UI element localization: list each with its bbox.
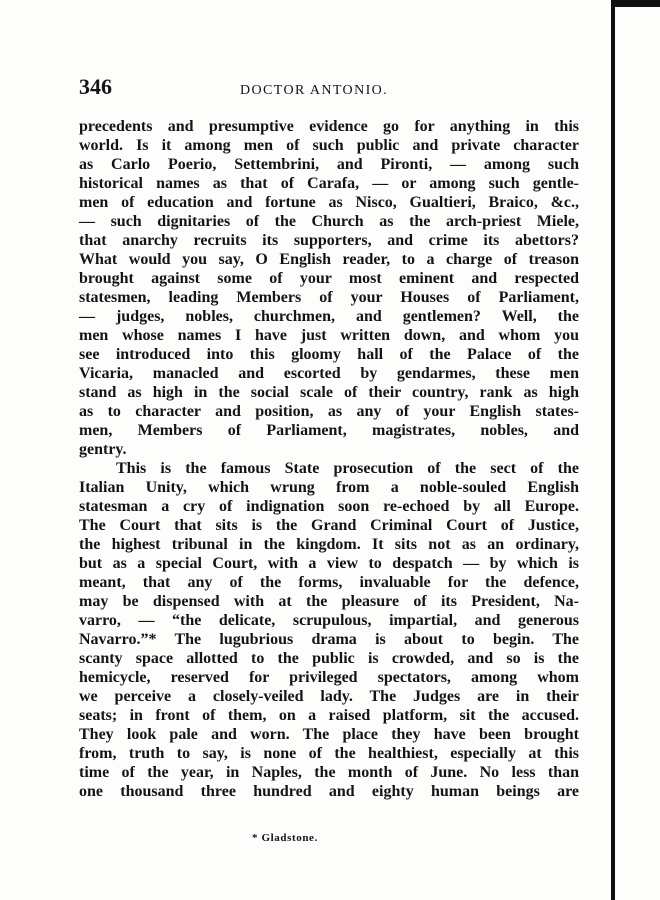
text-line: but as a special Court, with a view to despatch — by which is: [79, 555, 579, 572]
text-line: as to character and position, as any of your English states-: [79, 403, 579, 420]
text-line: we perceive a closely-veiled lady. The Judges are in their: [79, 688, 579, 705]
text-line: precedents and presumptive evidence go for anything in this: [79, 118, 579, 135]
text-line: They look pale and worn. The place they have been brought: [79, 726, 579, 743]
text-line: statesman a cry of indignation soon re-echoed by all Europe.: [79, 498, 579, 515]
text-line: one thousand three hundred and eighty human beings are: [79, 783, 579, 800]
page-edge-right: [611, 0, 615, 900]
text-line: statesmen, leading Members of your Houses of Parliament,: [79, 289, 579, 306]
text-line: — judges, nobles, churchmen, and gentlemen? Well, the: [79, 308, 579, 325]
footnote: * Gladstone.: [252, 832, 318, 844]
text-line: see introduced into this gloomy hall of the Palace of the: [79, 346, 579, 363]
text-line: This is the famous State prosecution of the sect of the: [116, 460, 579, 477]
text-line: Vicaria, manacled and escorted by gendarmes, these men: [79, 365, 579, 382]
text-line: world. Is it among men of such public and private character: [79, 137, 579, 154]
text-line: varro, — “the delicate, scrupulous, impartial, and generous: [79, 612, 579, 629]
text-line: Navarro.”* The lugubrious drama is about to begin. The: [79, 631, 579, 648]
text-line: the highest tribunal in the kingdom. It sits not as an ordinary,: [79, 536, 579, 553]
text-line: time of the year, in Naples, the month of June. No less than: [79, 764, 579, 781]
body-text: [79, 117, 579, 801]
text-line: seats; in front of them, on a raised platform, sit the accused.: [79, 707, 579, 724]
text-line: scanty space allotted to the public is crowded, and so is the: [79, 650, 579, 667]
text-line: as Carlo Poerio, Settembrini, and Pironti, — among such: [79, 156, 579, 173]
text-line: The Court that sits is the Grand Criminal Court of Justice,: [79, 517, 579, 534]
text-line: — such dignitaries of the Church as the arch-priest Miele,: [79, 213, 579, 230]
text-line: gentry.: [79, 441, 127, 458]
running-title: DOCTOR ANTONIO.: [240, 83, 389, 98]
text-line: men whose names I have just written down, and whom you: [79, 327, 579, 344]
text-line: Italian Unity, which wrung from a noble-souled English: [79, 479, 579, 496]
text-line: from, truth to say, is none of the healthiest, especially at this: [79, 745, 579, 762]
page-number: 346: [79, 74, 112, 99]
text-line: may be dispensed with at the pleasure of its President, Na-: [79, 593, 579, 610]
text-line: men of education and fortune as Nisco, Gualtieri, Braico, &c.,: [79, 194, 579, 211]
text-line: meant, that any of the forms, invaluable for the defence,: [79, 574, 579, 591]
text-line: hemicycle, reserved for privileged spectators, among whom: [79, 669, 579, 686]
text-line: that anarchy recruits its supporters, and crime its abettors?: [79, 232, 579, 249]
text-line: What would you say, O English reader, to a charge of treason: [79, 251, 579, 268]
text-line: stand as high in the social scale of their country, rank as high: [79, 384, 579, 401]
text-line: historical names as that of Carafa, — or among such gentle-: [79, 175, 579, 192]
page-edge-top: [611, 0, 660, 7]
text-line: brought against some of your most eminent and respected: [79, 270, 579, 287]
text-line: men, Members of Parliament, magistrates, nobles, and: [79, 422, 579, 439]
